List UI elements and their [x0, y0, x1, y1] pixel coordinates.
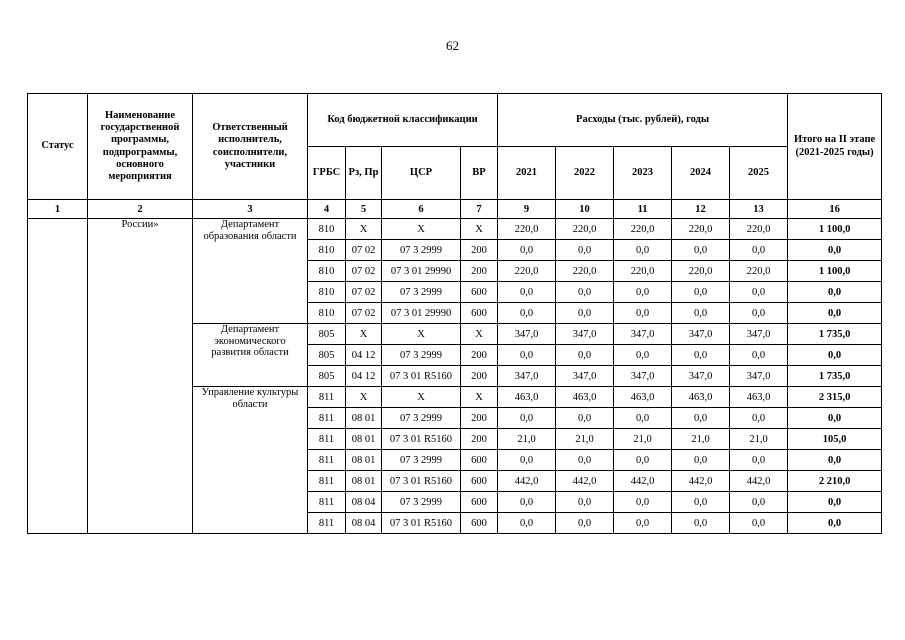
year-value-cell: 442,0	[498, 471, 556, 492]
year-value-cell: 0,0	[614, 240, 672, 261]
year-value-cell: 0,0	[730, 492, 788, 513]
total-cell: 0,0	[788, 303, 882, 324]
vr-cell: 600	[461, 492, 498, 513]
year-value-cell: 347,0	[614, 324, 672, 345]
rzpr-cell: 07 02	[346, 261, 382, 282]
total-cell: 1 100,0	[788, 219, 882, 240]
total-cell: 1 100,0	[788, 261, 882, 282]
year-value-cell: 0,0	[730, 282, 788, 303]
year-value-cell: 0,0	[730, 345, 788, 366]
header-year-2025: 2025	[730, 147, 788, 200]
executor-cell: Департамент экономического развития области	[193, 324, 308, 387]
year-value-cell: 220,0	[730, 219, 788, 240]
year-value-cell: 347,0	[556, 324, 614, 345]
csr-cell: 07 3 2999	[382, 450, 461, 471]
year-value-cell: 0,0	[730, 450, 788, 471]
rzpr-cell: 08 01	[346, 408, 382, 429]
rzpr-cell: 07 02	[346, 303, 382, 324]
csr-cell: 07 3 01 R5160	[382, 471, 461, 492]
header-year-2023: 2023	[614, 147, 672, 200]
column-numbers-row	[28, 200, 882, 219]
year-value-cell: 463,0	[556, 387, 614, 408]
year-value-cell: 442,0	[556, 471, 614, 492]
table-header	[28, 94, 882, 219]
csr-cell: 07 3 2999	[382, 408, 461, 429]
total-cell: 0,0	[788, 408, 882, 429]
vr-cell: Х	[461, 219, 498, 240]
csr-cell: 07 3 01 29990	[382, 303, 461, 324]
year-value-cell: 0,0	[614, 492, 672, 513]
grbs-cell: 811	[308, 513, 346, 534]
header-year-2022: 2022	[556, 147, 614, 200]
year-value-cell: 21,0	[556, 429, 614, 450]
status-cell	[28, 219, 88, 534]
year-value-cell: 463,0	[614, 387, 672, 408]
year-value-cell: 0,0	[672, 408, 730, 429]
grbs-cell: 805	[308, 324, 346, 345]
csr-cell: 07 3 01 R5160	[382, 366, 461, 387]
year-value-cell: 21,0	[498, 429, 556, 450]
year-value-cell: 347,0	[614, 366, 672, 387]
table-row	[28, 219, 882, 240]
header-vr: ВР	[461, 147, 498, 200]
header-executor: Ответственный исполнитель, соисполнители, участники	[193, 94, 308, 200]
year-value-cell: 0,0	[556, 492, 614, 513]
column-number: 2	[88, 200, 193, 219]
vr-cell: 200	[461, 261, 498, 282]
grbs-cell: 810	[308, 303, 346, 324]
column-number: 7	[461, 200, 498, 219]
executor-cell: Департамент образования области	[193, 219, 308, 324]
rzpr-cell: 04 12	[346, 345, 382, 366]
year-value-cell: 0,0	[498, 282, 556, 303]
year-value-cell: 0,0	[730, 513, 788, 534]
year-value-cell: 347,0	[556, 366, 614, 387]
header-status: Статус	[28, 94, 88, 200]
header-year-2021: 2021	[498, 147, 556, 200]
column-number: 10	[556, 200, 614, 219]
program-name-cell: России»	[88, 219, 193, 534]
grbs-cell: 805	[308, 366, 346, 387]
header-year-2024: 2024	[672, 147, 730, 200]
year-value-cell: 347,0	[730, 366, 788, 387]
header-expenses: Расходы (тыс. рублей), годы	[498, 94, 788, 147]
header-rzpr: Рз, Пр	[346, 147, 382, 200]
csr-cell: 07 3 01 R5160	[382, 513, 461, 534]
year-value-cell: 0,0	[556, 303, 614, 324]
header-total: Итого на II этапе (2021-2025 годы)	[788, 94, 882, 200]
year-value-cell: 0,0	[556, 282, 614, 303]
header-budget-code: Код бюджетной классификации	[308, 94, 498, 147]
csr-cell: Х	[382, 219, 461, 240]
year-value-cell: 0,0	[730, 408, 788, 429]
grbs-cell: 805	[308, 345, 346, 366]
year-value-cell: 0,0	[672, 303, 730, 324]
csr-cell: Х	[382, 324, 461, 345]
year-value-cell: 0,0	[498, 450, 556, 471]
rzpr-cell: 08 04	[346, 513, 382, 534]
year-value-cell: 220,0	[556, 261, 614, 282]
rzpr-cell: 08 01	[346, 429, 382, 450]
grbs-cell: 810	[308, 219, 346, 240]
year-value-cell: 0,0	[730, 303, 788, 324]
csr-cell: 07 3 2999	[382, 282, 461, 303]
year-value-cell: 0,0	[556, 240, 614, 261]
header-program-name: Наименование государственной программы, подпрограммы, основного мероприятия	[88, 94, 193, 200]
year-value-cell: 0,0	[672, 492, 730, 513]
year-value-cell: 0,0	[672, 513, 730, 534]
year-value-cell: 463,0	[672, 387, 730, 408]
vr-cell: 600	[461, 513, 498, 534]
year-value-cell: 0,0	[672, 282, 730, 303]
year-value-cell: 0,0	[498, 345, 556, 366]
year-value-cell: 220,0	[614, 219, 672, 240]
year-value-cell: 347,0	[672, 366, 730, 387]
year-value-cell: 220,0	[672, 219, 730, 240]
csr-cell: Х	[382, 387, 461, 408]
grbs-cell: 811	[308, 492, 346, 513]
year-value-cell: 463,0	[498, 387, 556, 408]
year-value-cell: 0,0	[498, 492, 556, 513]
total-cell: 0,0	[788, 345, 882, 366]
table-body	[28, 219, 882, 534]
csr-cell: 07 3 2999	[382, 345, 461, 366]
grbs-cell: 811	[308, 429, 346, 450]
vr-cell: 200	[461, 408, 498, 429]
vr-cell: Х	[461, 324, 498, 345]
year-value-cell: 442,0	[614, 471, 672, 492]
year-value-cell: 0,0	[614, 303, 672, 324]
grbs-cell: 811	[308, 387, 346, 408]
rzpr-cell: Х	[346, 324, 382, 345]
year-value-cell: 0,0	[614, 345, 672, 366]
vr-cell: 600	[461, 471, 498, 492]
year-value-cell: 220,0	[498, 219, 556, 240]
header-grbs: ГРБС	[308, 147, 346, 200]
grbs-cell: 811	[308, 471, 346, 492]
column-number: 16	[788, 200, 882, 219]
total-cell: 1 735,0	[788, 366, 882, 387]
year-value-cell: 0,0	[498, 408, 556, 429]
vr-cell: 200	[461, 345, 498, 366]
rzpr-cell: 08 01	[346, 450, 382, 471]
year-value-cell: 220,0	[730, 261, 788, 282]
executor-cell: Управление культуры области	[193, 387, 308, 534]
year-value-cell: 442,0	[672, 471, 730, 492]
csr-cell: 07 3 2999	[382, 492, 461, 513]
year-value-cell: 220,0	[672, 261, 730, 282]
year-value-cell: 220,0	[556, 219, 614, 240]
year-value-cell: 347,0	[498, 324, 556, 345]
grbs-cell: 810	[308, 261, 346, 282]
column-number: 6	[382, 200, 461, 219]
column-number: 12	[672, 200, 730, 219]
year-value-cell: 0,0	[498, 240, 556, 261]
year-value-cell: 0,0	[672, 240, 730, 261]
year-value-cell: 21,0	[614, 429, 672, 450]
grbs-cell: 810	[308, 282, 346, 303]
year-value-cell: 463,0	[730, 387, 788, 408]
year-value-cell: 442,0	[730, 471, 788, 492]
total-cell: 0,0	[788, 240, 882, 261]
year-value-cell: 0,0	[672, 345, 730, 366]
column-number: 11	[614, 200, 672, 219]
budget-table	[27, 93, 882, 534]
year-value-cell: 347,0	[498, 366, 556, 387]
total-cell: 0,0	[788, 492, 882, 513]
total-cell: 2 210,0	[788, 471, 882, 492]
year-value-cell: 21,0	[672, 429, 730, 450]
year-value-cell: 21,0	[730, 429, 788, 450]
vr-cell: 600	[461, 303, 498, 324]
year-value-cell: 220,0	[498, 261, 556, 282]
year-value-cell: 0,0	[730, 240, 788, 261]
rzpr-cell: 08 01	[346, 471, 382, 492]
year-value-cell: 0,0	[614, 513, 672, 534]
csr-cell: 07 3 2999	[382, 240, 461, 261]
vr-cell: 600	[461, 450, 498, 471]
year-value-cell: 0,0	[498, 513, 556, 534]
csr-cell: 07 3 01 29990	[382, 261, 461, 282]
column-number: 3	[193, 200, 308, 219]
year-value-cell: 0,0	[672, 450, 730, 471]
total-cell: 0,0	[788, 513, 882, 534]
year-value-cell: 0,0	[556, 513, 614, 534]
rzpr-cell: 07 02	[346, 282, 382, 303]
vr-cell: 600	[461, 282, 498, 303]
grbs-cell: 810	[308, 240, 346, 261]
csr-cell: 07 3 01 R5160	[382, 429, 461, 450]
year-value-cell: 0,0	[498, 303, 556, 324]
grbs-cell: 811	[308, 408, 346, 429]
column-number: 1	[28, 200, 88, 219]
year-value-cell: 220,0	[614, 261, 672, 282]
total-cell: 0,0	[788, 450, 882, 471]
total-cell: 105,0	[788, 429, 882, 450]
page-number: 62	[446, 38, 459, 53]
rzpr-cell: Х	[346, 387, 382, 408]
rzpr-cell: 04 12	[346, 366, 382, 387]
year-value-cell: 347,0	[672, 324, 730, 345]
column-number: 13	[730, 200, 788, 219]
header-csr: ЦСР	[382, 147, 461, 200]
vr-cell: 200	[461, 240, 498, 261]
rzpr-cell: Х	[346, 219, 382, 240]
total-cell: 0,0	[788, 282, 882, 303]
column-number: 5	[346, 200, 382, 219]
year-value-cell: 0,0	[614, 282, 672, 303]
year-value-cell: 347,0	[730, 324, 788, 345]
total-cell: 2 315,0	[788, 387, 882, 408]
total-cell: 1 735,0	[788, 324, 882, 345]
vr-cell: 200	[461, 429, 498, 450]
column-number: 9	[498, 200, 556, 219]
year-value-cell: 0,0	[556, 408, 614, 429]
column-number: 4	[308, 200, 346, 219]
vr-cell: 200	[461, 366, 498, 387]
grbs-cell: 811	[308, 450, 346, 471]
rzpr-cell: 07 02	[346, 240, 382, 261]
vr-cell: Х	[461, 387, 498, 408]
year-value-cell: 0,0	[614, 408, 672, 429]
rzpr-cell: 08 04	[346, 492, 382, 513]
year-value-cell: 0,0	[556, 450, 614, 471]
year-value-cell: 0,0	[556, 345, 614, 366]
year-value-cell: 0,0	[614, 450, 672, 471]
